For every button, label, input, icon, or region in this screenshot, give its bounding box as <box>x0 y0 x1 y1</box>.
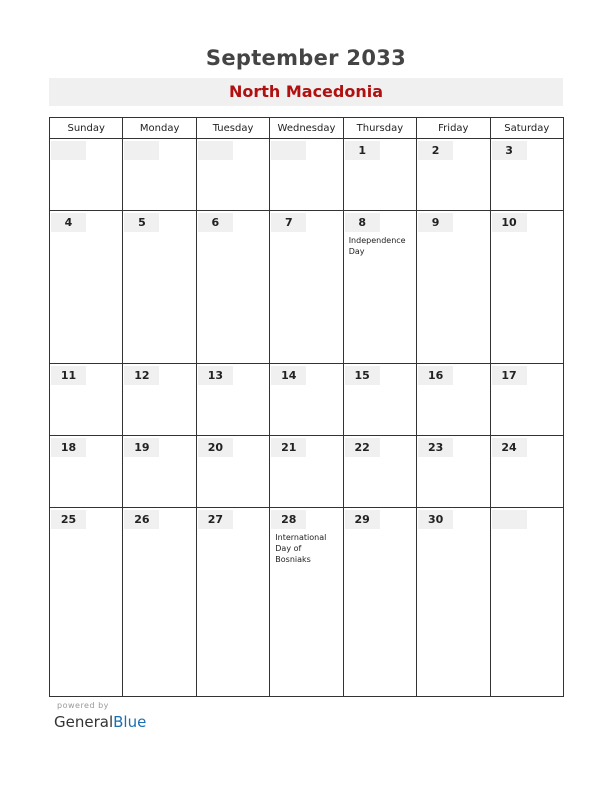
day-cell <box>196 507 269 696</box>
day-cell <box>123 210 196 363</box>
day-cell <box>270 507 343 696</box>
day-cell <box>50 210 123 363</box>
brand-name-part-1: General <box>54 713 114 731</box>
day-cell <box>270 364 343 436</box>
day-number: 22 <box>345 438 380 457</box>
day-number: 30 <box>418 510 453 529</box>
day-number: 17 <box>492 366 527 385</box>
day-number: 24 <box>492 438 527 457</box>
day-cell <box>490 507 563 696</box>
day-number: 23 <box>418 438 453 457</box>
day-number: 27 <box>198 510 233 529</box>
week-row <box>50 507 564 696</box>
day-number: 2 <box>418 141 453 160</box>
day-number: 28 <box>271 510 306 529</box>
day-number: 19 <box>124 438 159 457</box>
day-cell <box>50 507 123 696</box>
day-cell <box>417 364 490 436</box>
week-row <box>50 435 564 507</box>
day-cell <box>270 210 343 363</box>
day-number: 14 <box>271 366 306 385</box>
day-number <box>271 141 306 160</box>
weekday-header: Sunday <box>50 118 123 139</box>
day-number: 18 <box>51 438 86 457</box>
weekday-header: Tuesday <box>196 118 269 139</box>
day-cell <box>50 364 123 436</box>
day-number: 29 <box>345 510 380 529</box>
week-row <box>50 139 564 211</box>
day-cell <box>196 435 269 507</box>
day-number: 13 <box>198 366 233 385</box>
day-number <box>51 141 86 160</box>
country-banner <box>49 78 563 106</box>
weekday-header: Friday <box>417 118 490 139</box>
day-cell <box>490 139 563 211</box>
day-cell <box>196 139 269 211</box>
powered-by-text: powered by <box>57 701 109 710</box>
day-number <box>198 141 233 160</box>
day-cell <box>270 139 343 211</box>
day-cell <box>343 435 416 507</box>
country-name: North Macedonia <box>228 82 384 101</box>
day-cell <box>490 435 563 507</box>
day-number: 3 <box>492 141 527 160</box>
day-number: 10 <box>492 213 527 232</box>
day-number: 8 <box>345 213 380 232</box>
day-number: 15 <box>345 366 380 385</box>
day-number: 7 <box>271 213 306 232</box>
day-cell <box>123 139 196 211</box>
day-cell <box>417 210 490 363</box>
day-cell <box>50 139 123 211</box>
weekday-header: Monday <box>123 118 196 139</box>
day-number: 21 <box>271 438 306 457</box>
day-cell <box>196 364 269 436</box>
day-cell <box>417 507 490 696</box>
weekday-header: Saturday <box>490 118 563 139</box>
day-cell <box>490 210 563 363</box>
holiday-label: International Day of Bosniaks <box>275 532 327 564</box>
holiday-label: Independence Day <box>348 235 406 256</box>
day-number: 16 <box>418 366 453 385</box>
day-cell <box>490 364 563 436</box>
day-cell <box>270 435 343 507</box>
day-cell <box>50 435 123 507</box>
day-number: 25 <box>51 510 86 529</box>
day-number: 1 <box>345 141 380 160</box>
page-title: September 2033 <box>205 46 407 70</box>
day-number: 20 <box>198 438 233 457</box>
day-number: 4 <box>51 213 86 232</box>
day-number: 11 <box>51 366 86 385</box>
day-number: 6 <box>198 213 233 232</box>
day-cell <box>123 364 196 436</box>
brand-name-part-2: Blue <box>113 713 147 731</box>
brand-logo[interactable] <box>54 713 146 731</box>
calendar-body <box>50 139 564 697</box>
day-number: 5 <box>124 213 159 232</box>
day-cell <box>123 507 196 696</box>
weekday-header-row <box>50 118 564 139</box>
day-number: 26 <box>124 510 159 529</box>
day-cell <box>343 507 416 696</box>
day-number: 12 <box>124 366 159 385</box>
calendar-grid <box>49 117 564 697</box>
week-row <box>50 210 564 363</box>
day-cell <box>417 435 490 507</box>
day-cell <box>343 210 416 363</box>
week-row <box>50 364 564 436</box>
day-cell <box>343 139 416 211</box>
day-cell <box>196 210 269 363</box>
day-cell <box>417 139 490 211</box>
day-cell <box>343 364 416 436</box>
day-number <box>124 141 159 160</box>
day-cell <box>123 435 196 507</box>
day-number <box>492 510 527 529</box>
weekday-header: Thursday <box>343 118 416 139</box>
weekday-header: Wednesday <box>270 118 343 139</box>
day-number: 9 <box>418 213 453 232</box>
